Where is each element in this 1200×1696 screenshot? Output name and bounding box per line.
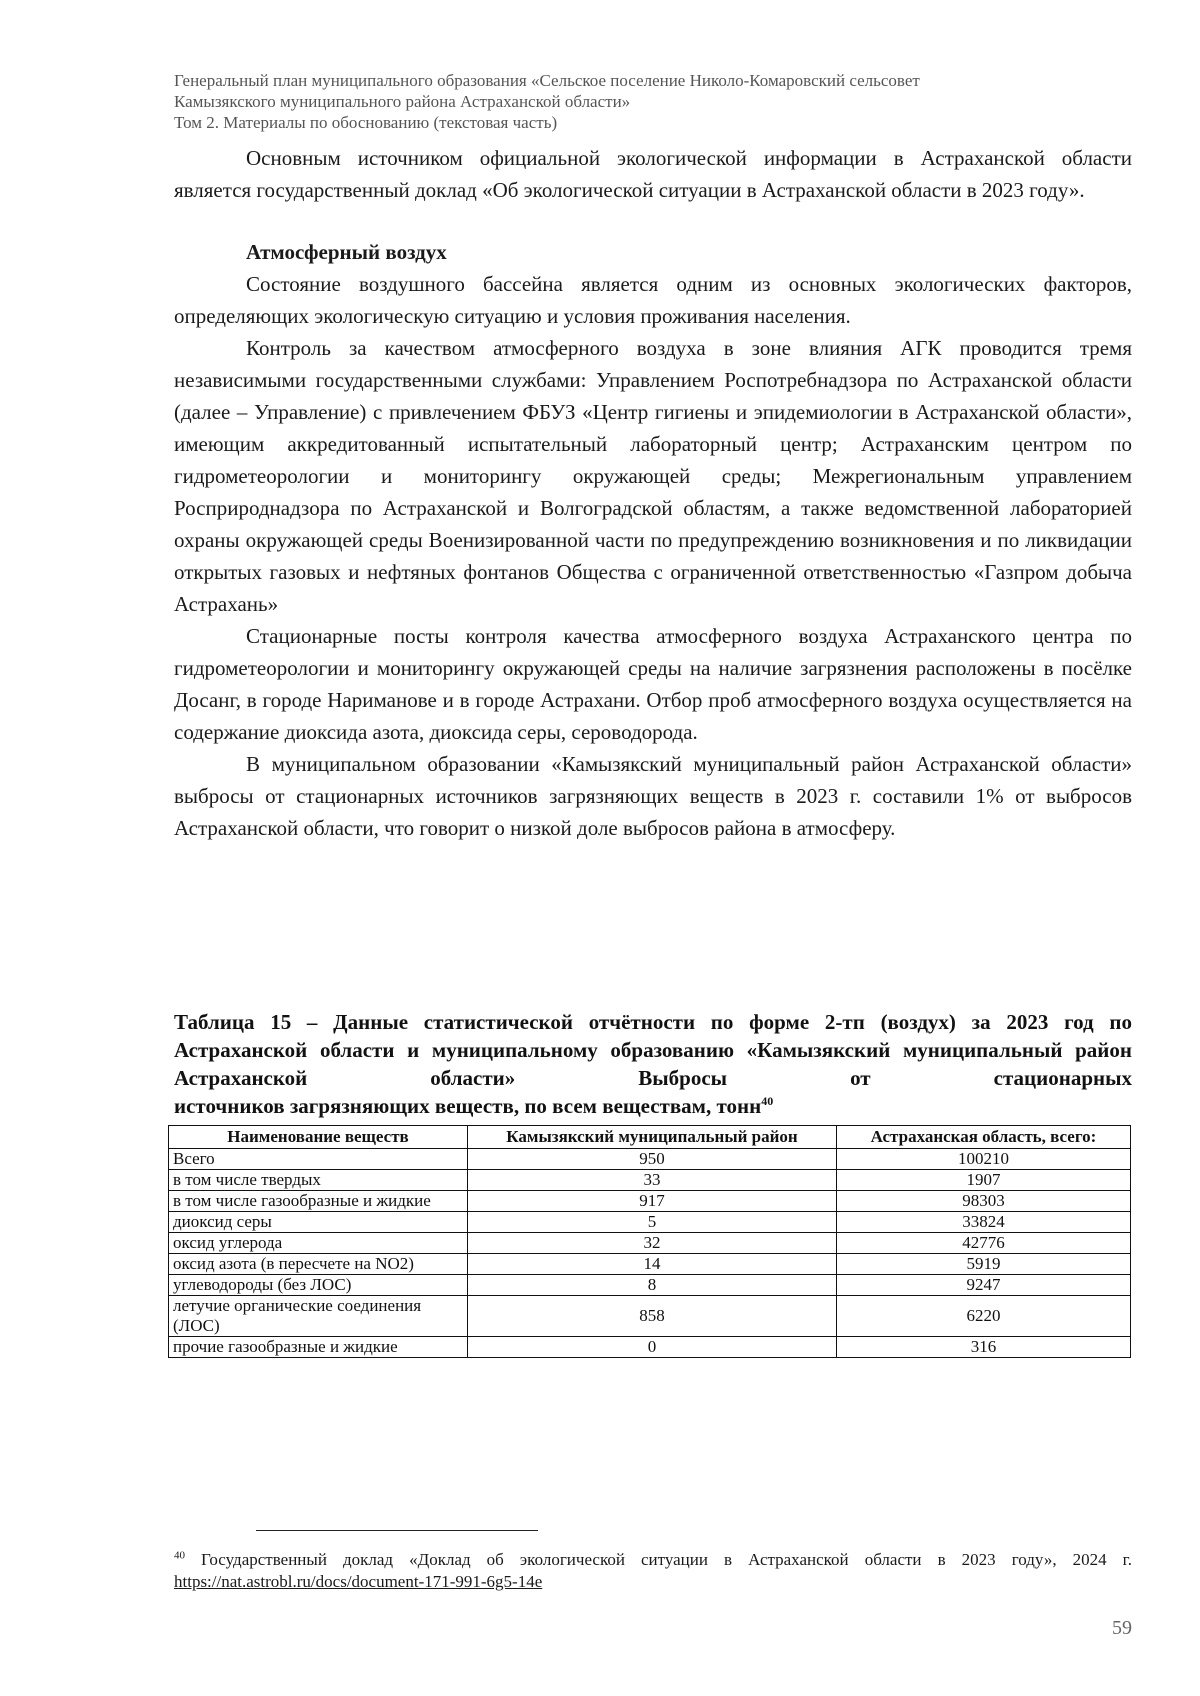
cell-substance: прочие газообразные и жидкие — [169, 1337, 468, 1358]
footnote-text: Государственный доклад «Доклад об экологической ситуации в Астраханской области в 2023 году», 2024 г. — [185, 1550, 1132, 1569]
paragraph-control: Контроль за качеством атмосферного воздуха в зоне влияния АГК проводится тремя независимыми государственными службами: Управлением Роспотребнадзора по Астраханской области (далее – Управление) с привлечением ФБУЗ «Центр гигиены и эпидемиологии в Астраханской области», имеющим аккредитованный испытательный лабораторный центр; Астраханским центром по гидрометеорологии и мониторингу окружающей среды; Межрегиональным управлением Росприроднадзора по Астраханской и Волгоградской областям, а также ведомственной лабораторией охраны окружающей среды Военизированной части по предупреждению возникновения и по ликвидации открытых газовых и нефтяных фонтанов Общества с ограниченной ответственностью «Газпром добыча Астрахань» — [174, 336, 1132, 616]
cell-kamyzyak: 917 — [468, 1191, 837, 1212]
emissions-table — [168, 1125, 1131, 1358]
table-row — [169, 1212, 1131, 1233]
cell-astrakhan: 33824 — [837, 1212, 1131, 1233]
table-row — [169, 1296, 1131, 1337]
cell-astrakhan: 1907 — [837, 1170, 1131, 1191]
cell-kamyzyak: 8 — [468, 1275, 837, 1296]
paragraph-stations: Стационарные посты контроля качества атмосферного воздуха Астраханского центра по гидрометеорологии и мониторингу окружающей среды на наличие загрязнения расположены в посёлке Досанг, в городе Нариманове и в городе Астрахани. Отбор проб атмосферного воздуха осуществляется на содержание диоксида азота, диоксида серы, сероводорода. — [174, 624, 1132, 744]
cell-substance: оксид азота (в пересчете на NO2) — [169, 1254, 468, 1275]
table-row — [169, 1337, 1131, 1358]
cell-kamyzyak: 32 — [468, 1233, 837, 1254]
cell-astrakhan: 9247 — [837, 1275, 1131, 1296]
cell-substance: диоксид серы — [169, 1212, 468, 1233]
footnote-number: 40 — [174, 1549, 185, 1562]
table-row — [169, 1275, 1131, 1296]
paragraph-emissions: В муниципальном образовании «Камызякский муниципальный район Астраханской области» выбросы от стационарных источников загрязняющих веществ в 2023 г. составили 1% от выбросов Астраханской области, что говорит о низкой доле выбросов района в атмосферу. — [174, 752, 1132, 840]
cell-astrakhan: 42776 — [837, 1233, 1131, 1254]
header-kamyzyak: Камызякский муниципальный район — [468, 1126, 837, 1149]
cell-substance: в том числе газообразные и жидкие — [169, 1191, 468, 1212]
cell-substance: оксид углерода — [169, 1233, 468, 1254]
table-caption-last-line — [174, 1092, 1132, 1120]
cell-substance: Всего — [169, 1149, 468, 1170]
cell-substance: в том числе твердых — [169, 1170, 468, 1191]
document-header — [174, 70, 1132, 133]
cell-kamyzyak: 950 — [468, 1149, 837, 1170]
table-row — [169, 1149, 1131, 1170]
cell-substance: летучие органические соединения (ЛОС) — [169, 1296, 468, 1337]
paragraph-intro: Основным источником официальной экологической информации в Астраханской области является государственный доклад «Об экологической ситуации в Астраханской области в 2023 году». — [174, 146, 1132, 202]
header-line-3: Том 2. Материалы по обоснованию (текстовая часть) — [174, 113, 558, 132]
cell-astrakhan: 98303 — [837, 1191, 1131, 1212]
table-row — [169, 1191, 1131, 1212]
table-caption-end: источников загрязняющих веществ, по всем веществам, тонн — [174, 1094, 762, 1118]
cell-astrakhan: 100210 — [837, 1149, 1131, 1170]
header-line-2: Камызякского муниципального района Астраханской области» — [174, 92, 631, 111]
cell-substance: углеводороды (без ЛОС) — [169, 1275, 468, 1296]
body-text — [174, 142, 1132, 844]
cell-kamyzyak: 0 — [468, 1337, 837, 1358]
footnote-link[interactable]: https://nat.astrobl.ru/docs/document-171-991-6g5-14e — [174, 1572, 543, 1591]
footnote-ref[interactable]: 40 — [761, 1094, 774, 1108]
cell-kamyzyak: 858 — [468, 1296, 837, 1337]
table-row — [169, 1170, 1131, 1191]
cell-kamyzyak: 33 — [468, 1170, 837, 1191]
paragraph-air-basin: Состояние воздушного бассейна является одним из основных экологических факторов, определяющих экологическую ситуацию и условия проживания населения. — [174, 272, 1132, 328]
header-substance: Наименование веществ — [169, 1126, 468, 1149]
table-caption — [174, 1008, 1132, 1120]
table-row — [169, 1254, 1131, 1275]
footnote-separator — [256, 1530, 538, 1531]
cell-kamyzyak: 5 — [468, 1212, 837, 1233]
cell-astrakhan: 316 — [837, 1337, 1131, 1358]
header-line-1: Генеральный план муниципального образования «Сельское поселение Николо-Комаровский сельсовет — [174, 71, 920, 90]
cell-astrakhan: 6220 — [837, 1296, 1131, 1337]
header-astrakhan: Астраханская область, всего: — [837, 1126, 1131, 1149]
cell-astrakhan: 5919 — [837, 1254, 1131, 1275]
cell-kamyzyak: 14 — [468, 1254, 837, 1275]
footnote — [174, 1549, 1132, 1593]
table-caption-main: Таблица 15 – Данные статистической отчётности по форме 2-тп (воздух) за 2023 год по Астраханской области и муниципальному образованию «Камызякский муниципальный район Астраханской области» Выбросы от стационарных — [174, 1010, 1132, 1090]
table-row — [169, 1233, 1131, 1254]
page-number: 59 — [1112, 1617, 1132, 1639]
section-heading: Атмосферный воздух — [246, 240, 447, 264]
table-header-row — [169, 1126, 1131, 1149]
